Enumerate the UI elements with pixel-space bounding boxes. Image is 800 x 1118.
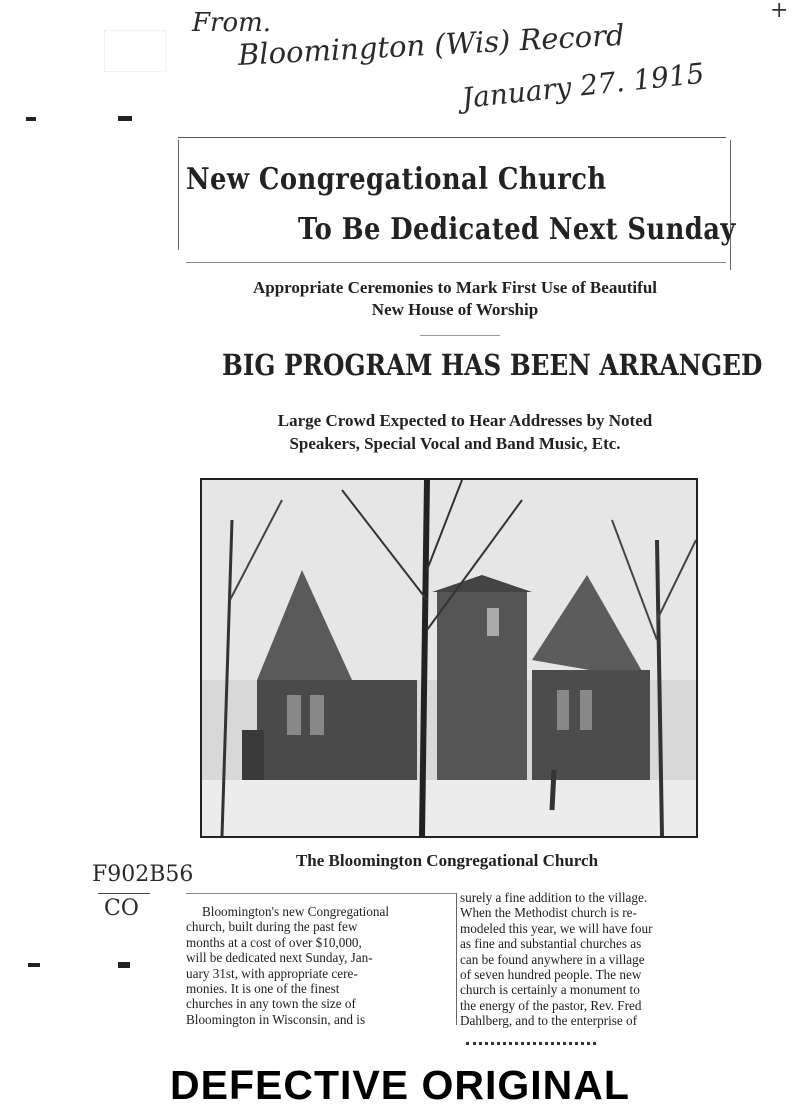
church-photograph bbox=[200, 478, 698, 838]
catalog-id: F902B56 bbox=[92, 862, 194, 887]
catalog-code: CO bbox=[104, 896, 139, 921]
subhead-line-2: New House of Worship bbox=[371, 300, 539, 319]
column-line: modeled this year, we will have four bbox=[460, 920, 653, 936]
catalog-underline bbox=[98, 893, 150, 894]
headline-line-1: New Congregational Church bbox=[186, 162, 607, 197]
column-line: church is certainly a monument to bbox=[460, 982, 640, 998]
column-line: Bloomington's new Congregational bbox=[202, 904, 389, 919]
column-line: When the Methodist church is re- bbox=[460, 905, 637, 921]
church-photo-illustration bbox=[202, 480, 696, 836]
column-line: as fine and substantial churches as bbox=[460, 936, 642, 952]
column-divider bbox=[456, 893, 457, 1025]
banner-heading: BIG PROGRAM HAS BEEN ARRANGED bbox=[222, 348, 763, 382]
column-top-rule bbox=[186, 893, 456, 894]
short-divider bbox=[420, 335, 500, 336]
column-line: monies. It is one of the finest bbox=[186, 981, 340, 997]
margin-mark bbox=[118, 962, 130, 968]
corner-cross-mark: + bbox=[770, 0, 789, 23]
article-column-left bbox=[186, 904, 454, 1027]
column-line: can be found anywhere in a village bbox=[460, 951, 645, 967]
torn-edge-remnant bbox=[466, 1042, 596, 1055]
column-line: Bloomington in Wisconsin, and is bbox=[186, 1011, 366, 1027]
margin-mark bbox=[28, 963, 40, 967]
column-line: church, built during the past few bbox=[186, 919, 358, 935]
deck-line-2: Speakers, Special Vocal and Band Music, Etc. bbox=[289, 434, 621, 453]
headline-line-2: To Be Dedicated Next Sunday bbox=[298, 212, 736, 247]
column-line: months at a cost of over $10,000, bbox=[186, 934, 362, 950]
photo-caption: The Bloomington Congregational Church bbox=[295, 851, 599, 870]
column-line: of seven hundred people. The new bbox=[460, 967, 642, 983]
column-line: will be dedicated next Sunday, Jan- bbox=[186, 950, 373, 966]
clipping-left-rule bbox=[178, 140, 179, 250]
subhead-line-1: Appropriate Ceremonies to Mark First Use of Beautiful bbox=[252, 278, 657, 297]
handwritten-from: From. bbox=[192, 8, 272, 38]
clipping-right-rule bbox=[730, 140, 731, 270]
margin-mark bbox=[26, 117, 36, 121]
column-line: the energy of the pastor, Rev. Fred bbox=[460, 997, 642, 1013]
headline-divider bbox=[186, 262, 726, 263]
article-column-right bbox=[460, 890, 728, 1029]
handwritten-source: Bloomington (Wis) Record bbox=[237, 17, 626, 72]
clipping-top-rule bbox=[178, 137, 726, 138]
margin-mark bbox=[118, 116, 132, 121]
column-line: uary 31st, with appropriate cere- bbox=[186, 965, 358, 981]
handwritten-date: January 27. 1915 bbox=[460, 56, 706, 115]
deck-line-1: Large Crowd Expected to Hear Addresses by Noted bbox=[277, 411, 653, 430]
column-line: Dahlberg, and to the enterprise of bbox=[460, 1013, 637, 1029]
column-line: churches in any town the size of bbox=[186, 996, 356, 1012]
column-line: surely a fine addition to the village. bbox=[460, 890, 648, 905]
bleed-through-mark bbox=[104, 30, 166, 72]
defective-original-stamp: DEFECTIVE ORIGINAL bbox=[170, 1062, 630, 1108]
